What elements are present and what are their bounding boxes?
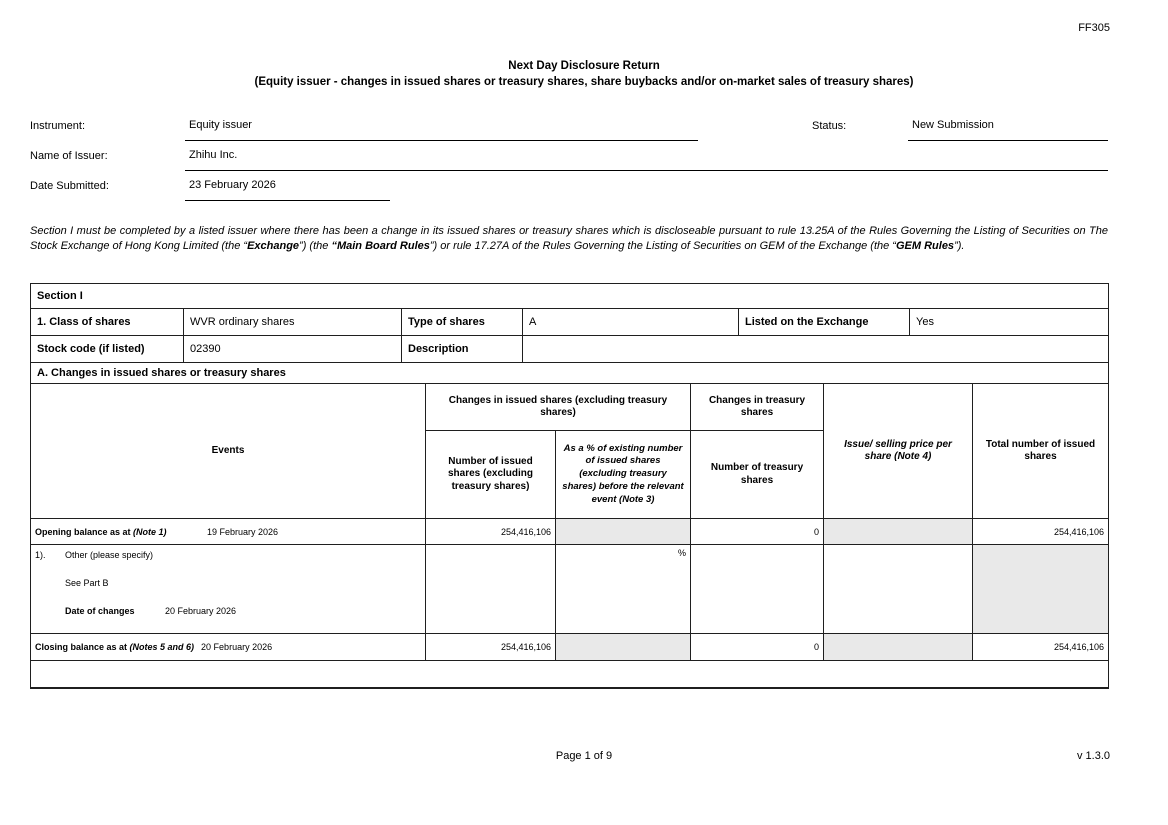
opening-treasury-shares: 0 bbox=[691, 519, 824, 545]
type-of-shares-value: A bbox=[523, 309, 739, 336]
closing-balance-label-text: Closing balance as at bbox=[35, 642, 130, 652]
part-a-header: A. Changes in issued shares or treasury shares bbox=[31, 363, 1109, 384]
section1-id-table bbox=[30, 283, 1109, 384]
empty-spacer-row bbox=[31, 661, 1109, 688]
event-date-line bbox=[35, 606, 421, 617]
form-code: FF305 bbox=[1078, 22, 1110, 34]
event-name: Other (please specify) bbox=[65, 550, 154, 560]
closing-balance-note: (Notes 5 and 6) bbox=[129, 642, 195, 652]
status-label: Status: bbox=[812, 120, 847, 132]
col-header-price: Issue/ selling price per share (Note 4) bbox=[824, 384, 973, 519]
opening-issued-shares: 254,416,106 bbox=[426, 519, 556, 545]
description-label: Description bbox=[402, 336, 523, 363]
col-header-events: Events bbox=[31, 384, 426, 519]
date-submitted-label: Date Submitted: bbox=[30, 180, 109, 192]
closing-total-shares: 254,416,106 bbox=[973, 634, 1109, 661]
event-row-other bbox=[31, 545, 1109, 634]
listed-on-exchange-label: Listed on the Exchange bbox=[739, 309, 910, 336]
event-detail: See Part B bbox=[65, 578, 109, 588]
section1-header: Section I bbox=[31, 284, 1109, 309]
class-of-shares-label: 1. Class of shares bbox=[31, 309, 184, 336]
intro-gem-rules-term: GEM Rules bbox=[895, 240, 955, 253]
event-price-cell bbox=[824, 545, 973, 634]
event-description-cell bbox=[31, 545, 426, 634]
name-of-issuer-value: Zhihu Inc. bbox=[185, 147, 1108, 171]
event-index: 1). bbox=[35, 550, 46, 560]
intro-text: ”) or rule 17.27A of the Rules Governing the Listing of Securities on GEM of the Exchange (the “ bbox=[429, 240, 896, 253]
opening-balance-label-cell bbox=[31, 519, 426, 545]
intro-text: ”) (the bbox=[299, 240, 332, 253]
closing-balance-label-cell bbox=[31, 634, 426, 661]
opening-pct-cell bbox=[556, 519, 691, 545]
intro-text: Section I must be completed by a listed issuer where there has been a change in its issued shares or treasury shares which is discloseable pursuant to rule 13.25A of the Rules Governing the Listing of Securities on The Stock Exchange of Hong Kong Limited (the “ bbox=[30, 225, 1108, 253]
event-pct-cell: % bbox=[556, 545, 691, 634]
closing-balance-row bbox=[31, 634, 1109, 661]
empty-spacer-cell bbox=[31, 661, 1109, 688]
form-version: v 1.3.0 bbox=[1076, 750, 1110, 762]
page-title-line1: Next Day Disclosure Return bbox=[508, 60, 660, 72]
closing-pct-cell bbox=[556, 634, 691, 661]
closing-balance-date: 20 February 2026 bbox=[201, 642, 273, 652]
group-header-treasury-shares: Changes in treasury shares bbox=[691, 384, 824, 431]
name-of-issuer-label: Name of Issuer: bbox=[30, 150, 108, 162]
col-header-pct-existing: As a % of existing number of issued shares (excluding treasury shares) before the relevant event (Note 3) bbox=[556, 431, 691, 519]
opening-balance-label bbox=[35, 527, 207, 537]
page-number: Page 1 of 9 bbox=[555, 750, 613, 762]
instrument-label: Instrument: bbox=[30, 120, 86, 132]
listed-on-exchange-value: Yes bbox=[910, 309, 1109, 336]
group-header-issued-shares: Changes in issued shares (excluding treasury shares) bbox=[426, 384, 691, 431]
closing-balance-label bbox=[35, 642, 194, 652]
closing-treasury-shares: 0 bbox=[691, 634, 824, 661]
closing-issued-shares: 254,416,106 bbox=[426, 634, 556, 661]
section1-instructions bbox=[30, 224, 1108, 255]
stock-code-label: Stock code (if listed) bbox=[31, 336, 184, 363]
stock-code-value: 02390 bbox=[184, 336, 402, 363]
page-title bbox=[0, 58, 1168, 90]
opening-balance-label-text: Opening balance as at bbox=[35, 526, 134, 537]
closing-price-cell bbox=[824, 634, 973, 661]
col-header-num-issued: Number of issued shares (excluding treasury shares) bbox=[426, 431, 556, 519]
description-value bbox=[523, 336, 1109, 363]
section1-content bbox=[30, 283, 1108, 689]
type-of-shares-label: Type of shares bbox=[402, 309, 523, 336]
page-title-line2: (Equity issuer - changes in issued shares or treasury shares, share buybacks and/or on-market sales of treasury shares) bbox=[254, 76, 914, 88]
intro-exchange-term: Exchange bbox=[247, 240, 300, 253]
opening-balance-note: (Note 1) bbox=[133, 526, 167, 537]
class-of-shares-value: WVR ordinary shares bbox=[184, 309, 402, 336]
status-value: New Submission bbox=[908, 117, 1108, 141]
intro-main-board-rules-term: “Main Board Rules bbox=[331, 240, 430, 253]
event-issued-shares-cell bbox=[426, 545, 556, 634]
changes-table bbox=[30, 383, 1109, 689]
event-date-value: 20 February 2026 bbox=[165, 606, 237, 616]
instrument-value: Equity issuer bbox=[185, 117, 698, 141]
opening-price-cell bbox=[824, 519, 973, 545]
intro-text: ”). bbox=[954, 240, 965, 253]
event-date-label: Date of changes bbox=[65, 606, 135, 616]
date-submitted-value: 23 February 2026 bbox=[185, 177, 390, 201]
event-treasury-shares-cell bbox=[691, 545, 824, 634]
event-name-line bbox=[35, 550, 421, 561]
col-header-num-treasury: Number of treasury shares bbox=[691, 431, 824, 519]
opening-balance-row bbox=[31, 519, 1109, 545]
event-total-shares-cell bbox=[973, 545, 1109, 634]
col-header-total-issued: Total number of issued shares bbox=[973, 384, 1109, 519]
opening-balance-date: 19 February 2026 bbox=[207, 526, 279, 537]
opening-total-shares: 254,416,106 bbox=[973, 519, 1109, 545]
